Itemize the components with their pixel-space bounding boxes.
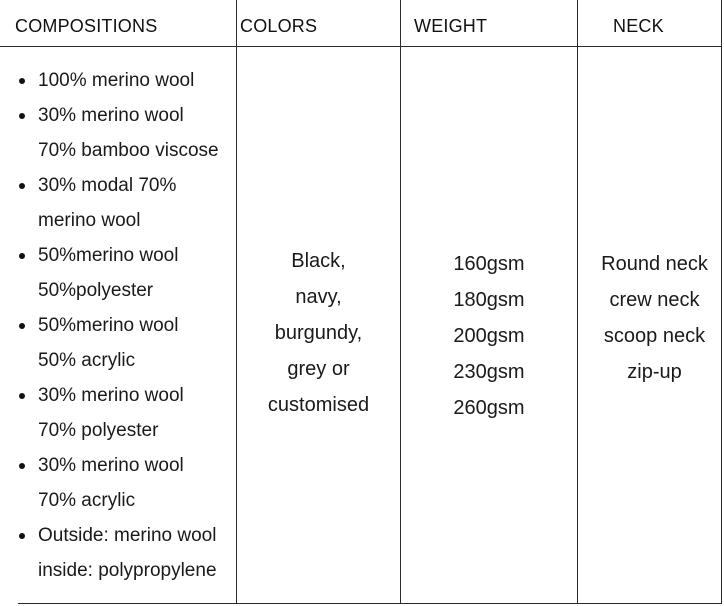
bullet-icon xyxy=(19,533,25,539)
composition-line: 70% acrylic xyxy=(38,490,136,511)
table-bottom-border xyxy=(18,603,722,604)
bullet-icon xyxy=(19,253,25,259)
bullet-icon xyxy=(19,393,25,399)
composition-line: merino wool xyxy=(38,210,141,231)
composition-line: 30% merino wool xyxy=(38,105,184,126)
neck-option: zip-up xyxy=(627,361,682,383)
composition-item xyxy=(14,238,234,308)
composition-line: 50% acrylic xyxy=(38,350,136,371)
composition-item xyxy=(14,168,234,238)
composition-item xyxy=(14,98,234,168)
composition-item xyxy=(14,308,234,378)
composition-line: 30% merino wool xyxy=(38,455,184,476)
color-option: Black, xyxy=(291,250,346,272)
header-colors: COLORS xyxy=(240,16,318,36)
colors-cell xyxy=(237,243,400,423)
composition-item xyxy=(14,448,234,518)
composition-line: inside: polypropylene xyxy=(38,560,217,581)
color-option: navy, xyxy=(295,286,342,308)
neck-option: Round neck xyxy=(601,253,708,275)
bullet-icon xyxy=(19,323,25,329)
necks-cell xyxy=(578,246,724,390)
composition-line: 50%merino wool xyxy=(38,245,179,266)
neck-option: scoop neck xyxy=(603,325,706,347)
composition-line: 70% polyester xyxy=(38,420,159,441)
composition-line: 30% merino wool xyxy=(38,385,184,406)
header-weight: WEIGHT xyxy=(414,16,488,36)
bullet-icon xyxy=(19,183,25,189)
weights-cell xyxy=(401,246,577,426)
header-compositions: COMPOSITIONS xyxy=(15,16,158,36)
composition-item xyxy=(14,378,234,448)
weight-option: 160gsm xyxy=(453,253,525,275)
bullet-icon xyxy=(19,78,25,84)
color-option: customised xyxy=(267,394,370,416)
weight-option: 230gsm xyxy=(453,361,525,383)
header-divider xyxy=(0,46,722,47)
weight-option: 260gsm xyxy=(453,397,525,419)
color-option: grey or xyxy=(287,358,350,380)
weight-option: 180gsm xyxy=(453,289,525,311)
neck-option: crew neck xyxy=(609,289,700,311)
composition-item xyxy=(14,63,234,98)
composition-line: 50%polyester xyxy=(38,280,154,301)
color-option: burgundy, xyxy=(274,322,363,344)
bullet-icon xyxy=(19,463,25,469)
weight-option: 200gsm xyxy=(453,325,525,347)
compositions-list xyxy=(14,63,234,588)
composition-line: 100% merino wool xyxy=(38,70,195,91)
header-neck: NECK xyxy=(613,16,664,36)
composition-line: 70% bamboo viscose xyxy=(38,140,219,161)
composition-line: Outside: merino wool xyxy=(38,525,217,546)
composition-item xyxy=(14,518,234,588)
composition-line: 50%merino wool xyxy=(38,315,179,336)
bullet-icon xyxy=(19,113,25,119)
composition-line: 30% modal 70% xyxy=(38,175,177,196)
